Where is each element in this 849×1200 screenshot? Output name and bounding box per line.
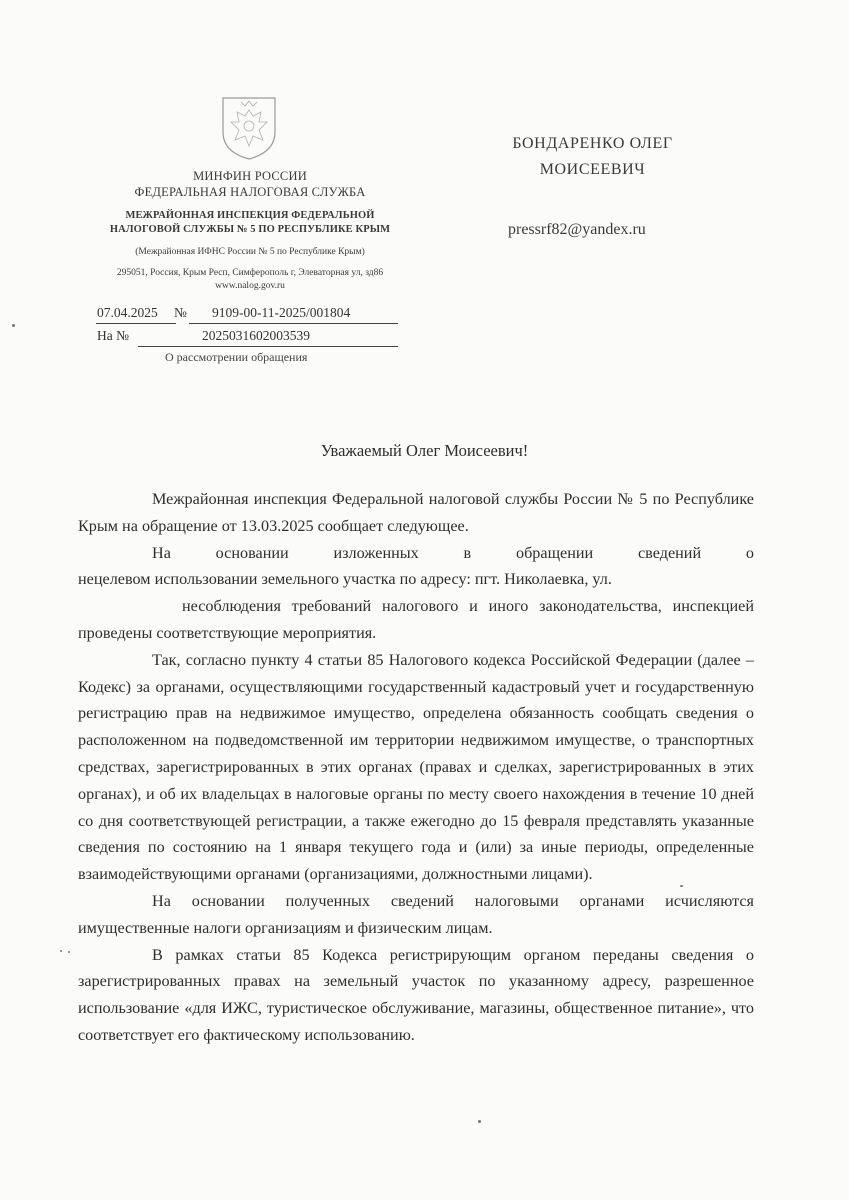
sender-address: 295051, Россия, Крым Респ, Симферополь г, Элеваторная ул, зд86 [116, 268, 384, 278]
state-emblem-icon [219, 92, 279, 162]
registration-date-underline [96, 323, 176, 324]
sender-short-name: (Межрайонная ИФНС России № 5 по Республике Крым) [135, 247, 365, 257]
scan-speck [60, 950, 62, 952]
registration-number: 9109-00-11-2025/001804 [212, 305, 351, 320]
paragraph-basis-line2: нецелевом использовании земельного участка по адресу: пгт. Николаевка, ул. [78, 570, 612, 589]
sender-inspection-block [90, 209, 410, 237]
sender-contacts [90, 267, 410, 293]
reference-underline [138, 346, 398, 347]
sender-inspection-line2: НАЛОГОВОЙ СЛУЖБЫ № 5 ПО РЕСПУБЛИКЕ КРЫМ [109, 224, 391, 235]
scan-speck [478, 1120, 481, 1123]
letter-body [78, 486, 754, 1049]
registration-number-underline [189, 323, 398, 324]
scan-speck [12, 324, 15, 327]
scan-speck [68, 951, 70, 953]
registration-number-sign: № [174, 305, 187, 320]
sender-inspection-line1: МЕЖРАЙОННАЯ ИНСПЕКЦИЯ ФЕДЕРАЛЬНОЙ [125, 210, 375, 221]
reference-number: 2025031602003539 [202, 328, 310, 343]
recipient-name-line1: БОНДАРЕНКО ОЛЕГ [512, 135, 673, 152]
sender-ministry: МИНФИН РОССИИ [193, 169, 307, 183]
scan-speck [680, 885, 683, 887]
paragraph-basis-line1: На основании изложенных в обращении сведений о [152, 543, 754, 562]
recipient-name-line2: МОИСЕЕВИЧ [539, 161, 646, 178]
paragraph-intro: Межрайонная инспекция Федеральной налоговой службы России № 5 по Республике Крым на обращение от 13.03.2025 сообщает следующее. [78, 490, 754, 535]
paragraph-basis-rest: несоблюдения требований налогового и иного законодательства, инспекцией проведены соответствующие мероприятия. [78, 597, 754, 642]
reference-label: На № [97, 328, 129, 343]
sender-service: ФЕДЕРАЛЬНАЯ НАЛОГОВАЯ СЛУЖБА [134, 185, 366, 199]
paragraph-taxes: На основании полученных сведений налоговыми органами исчисляются имущественные налоги организациям и физическим лицам. [78, 891, 754, 937]
sender-ministry-block [90, 168, 410, 200]
registration-date: 07.04.2025 [97, 305, 158, 320]
paragraph-code-article: Так, согласно пункту 4 статьи 85 Налогового кодекса Российской Федерации (далее – Кодекс) за органами, осуществляющими государственный кадастровый учет и государственную регистрацию прав на недвижимое имущество, определена обязанность сообщать сведения о расположенном на подведомственной им территории недвижимом имуществе, о транспортных средствах, зарегистрированных в этих органах (правах и сделках, зарегистрированных в этих органах), и об их владельцах в налоговые органы по месту своего нахождения в течение 10 дней со дня соответствующей регистрации, а также ежегодно до 15 февраля представлять указанные сведения по состоянию на 1 января текущего года и (или) за иные периоды, определенные взаимодействующими органами (организациями, должностными лицами). [78, 650, 754, 884]
paragraph-conclusion: В рамках статьи 85 Кодекса регистрирующим органом переданы сведения о зарегистрированных правах на земельный участок по указанному адресу, разрешенное использование «для ИЖС, туристическое обслуживание, магазины, общественное питание», что соответствует его фактическому использованию. [78, 945, 754, 1044]
letter-subject: О рассмотрении обращения [165, 350, 308, 364]
recipient-name [475, 131, 710, 183]
sender-website: www.nalog.gov.ru [215, 281, 285, 291]
recipient-email: pressrf82@yandex.ru [508, 221, 646, 238]
letter-greeting: Уважаемый Олег Моисеевич! [320, 441, 529, 460]
